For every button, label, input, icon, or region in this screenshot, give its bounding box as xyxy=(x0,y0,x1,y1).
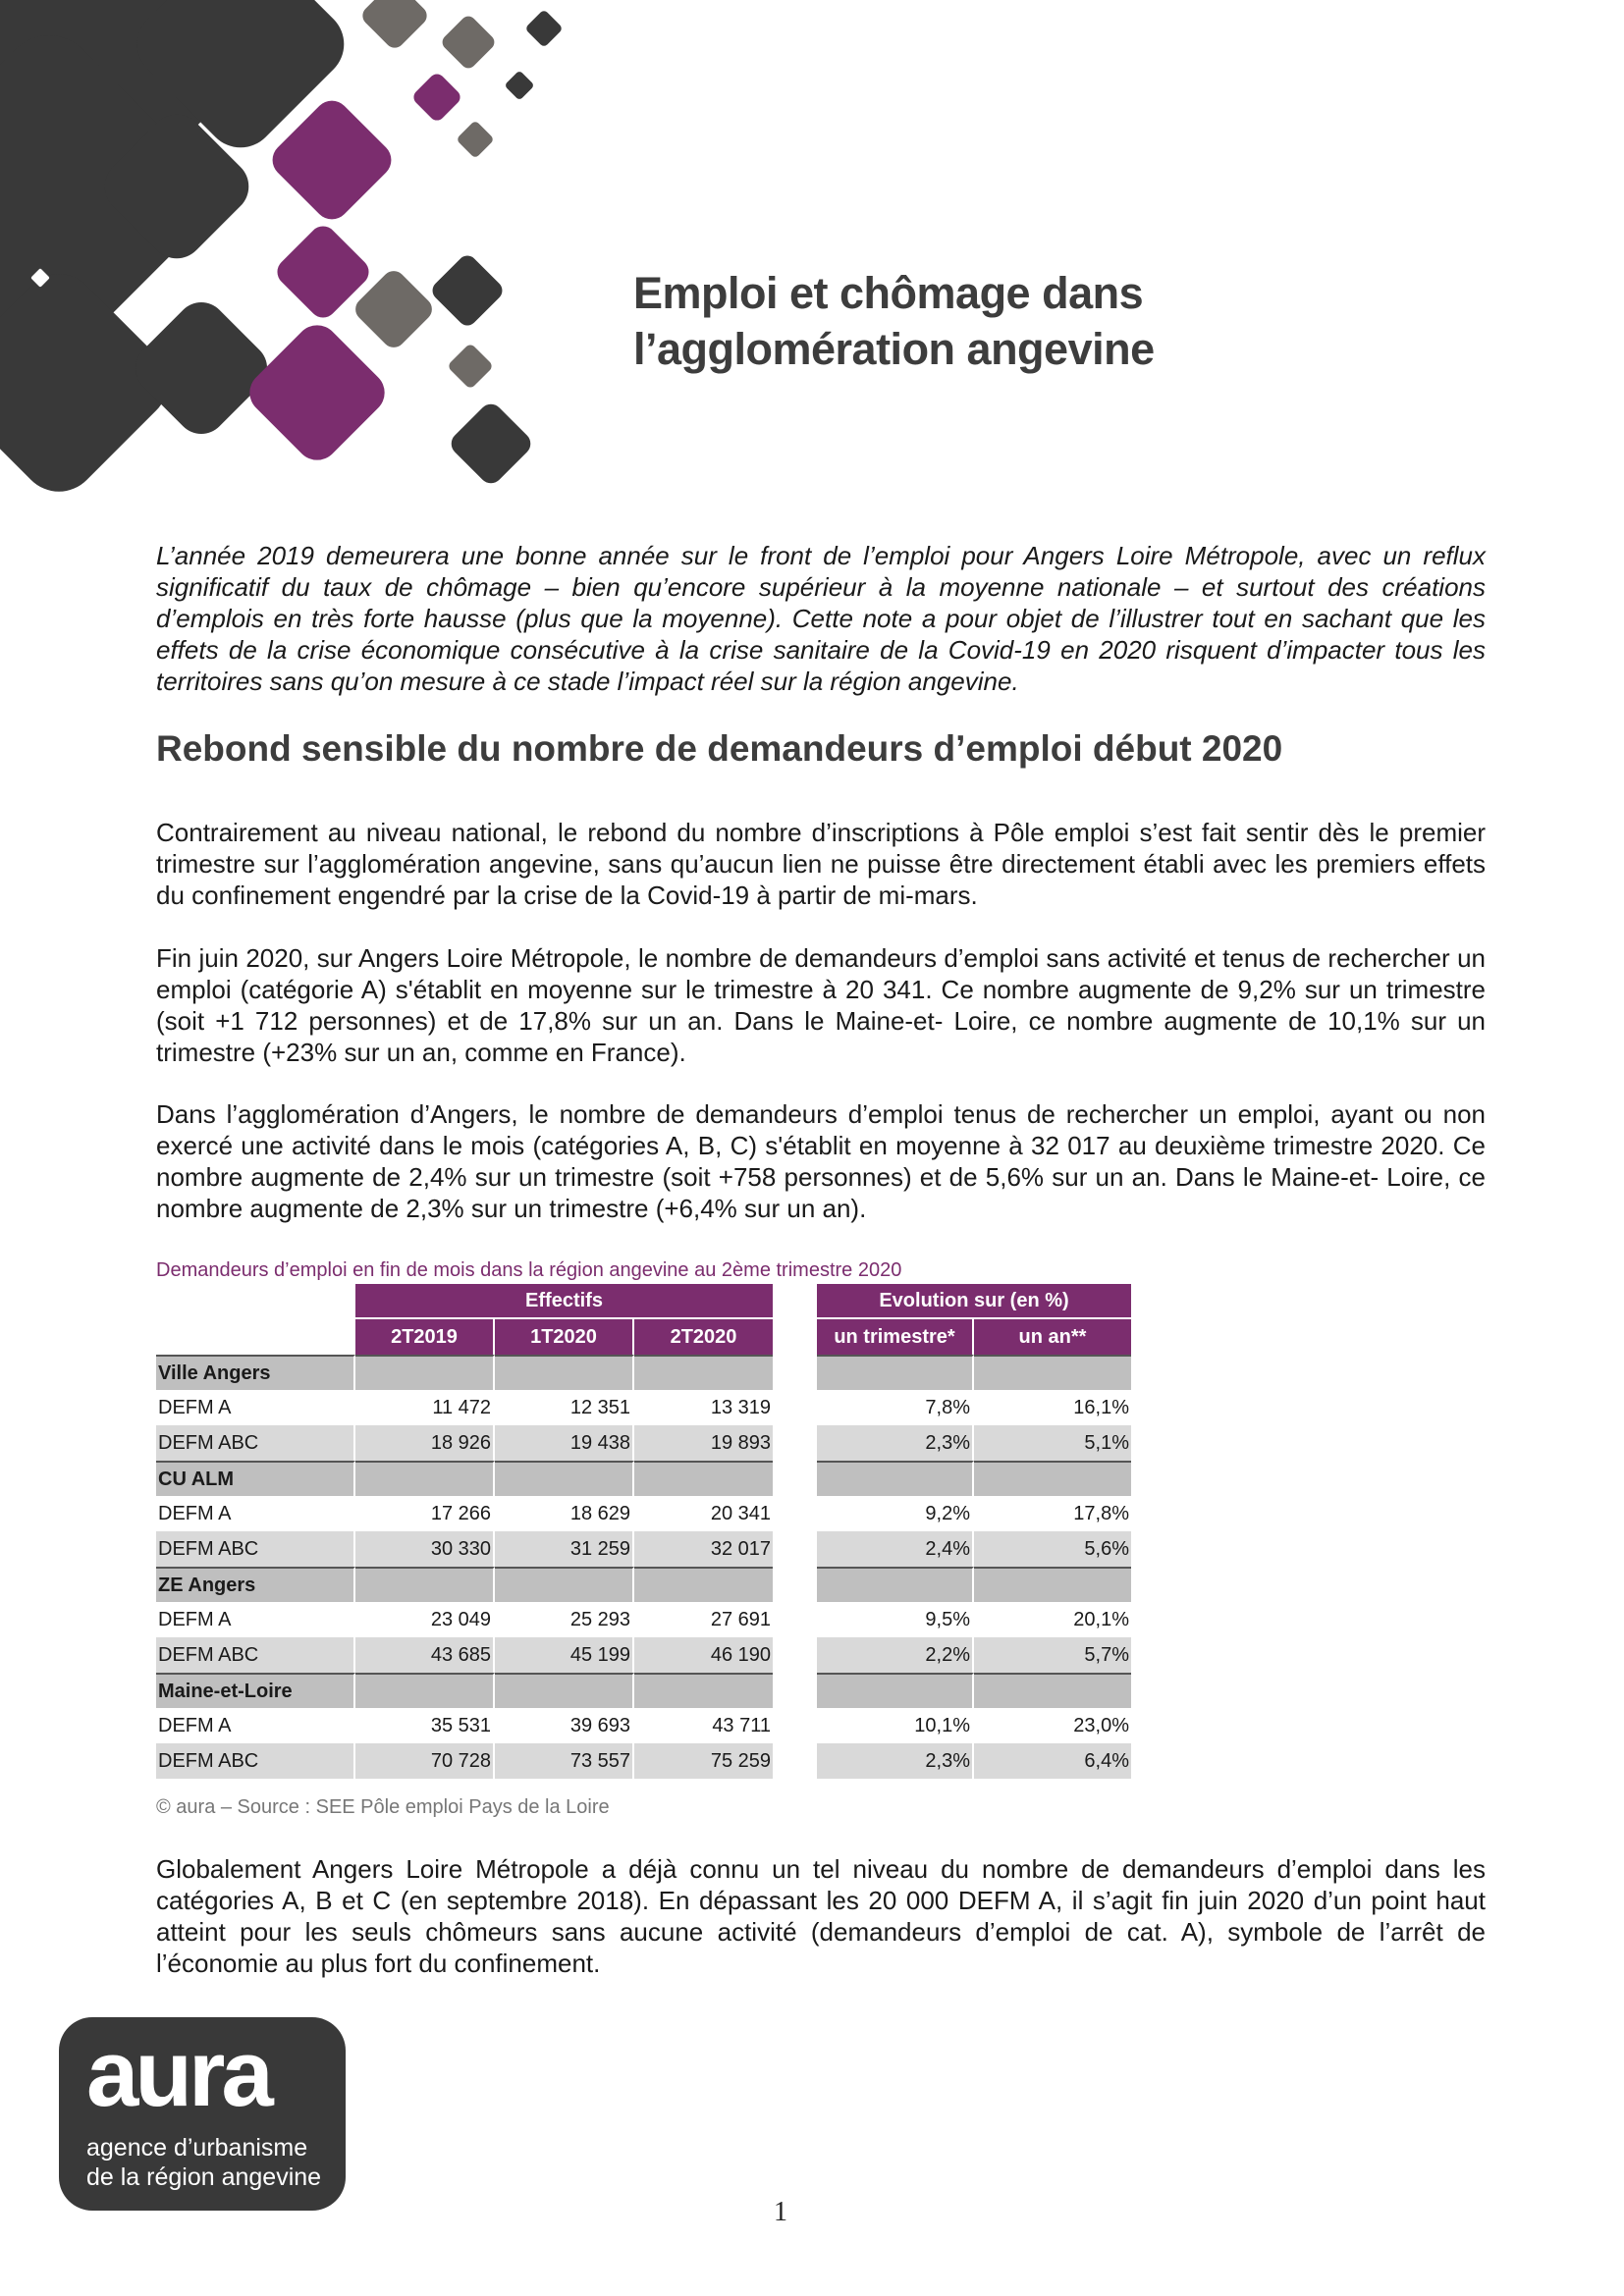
section-cell xyxy=(974,1673,1131,1708)
section-heading: Rebond sensible du nombre de demandeurs d’emploi début 2020 xyxy=(156,728,1283,769)
table-section-row xyxy=(156,1673,1131,1708)
table-row xyxy=(156,1531,1131,1567)
row-label: DEFM ABC xyxy=(156,1637,355,1673)
table-cell: 9,2% xyxy=(817,1496,974,1531)
table-cell: 35 531 xyxy=(355,1708,495,1743)
table-cell: 2,4% xyxy=(817,1531,974,1567)
table-section-row xyxy=(156,1355,1131,1390)
section-cell xyxy=(634,1567,773,1602)
logo-subtitle-line-1: agence d’urbanisme xyxy=(86,2134,308,2162)
table-section-row xyxy=(156,1461,1131,1496)
section-label: CU ALM xyxy=(156,1461,355,1496)
table-caption: Demandeurs d’emploi en fin de mois dans la région angevine au 2ème trimestre 2020 xyxy=(156,1259,902,1281)
section-cell xyxy=(495,1461,634,1496)
section-cell xyxy=(817,1673,974,1708)
table-cell: 18 629 xyxy=(495,1496,634,1531)
section-cell xyxy=(634,1673,773,1708)
paragraph-1: Contrairement au niveau national, le rebond du nombre d’inscriptions à Pôle emploi s’est fait sentir dès le premier trimestre sur l’agglomération angevine, sans qu’aucun lien ne puisse être directement établi avec les premiers effets du confinement engendré par la crise de la Covid-19 à partir de mi-mars. xyxy=(156,818,1486,910)
section-label: Ville Angers xyxy=(156,1355,355,1390)
section-cell xyxy=(355,1461,495,1496)
column-header: 1T2020 xyxy=(495,1319,634,1355)
table-cell: 2,3% xyxy=(817,1743,974,1779)
section-cell xyxy=(355,1355,495,1390)
table-row xyxy=(156,1496,1131,1531)
aura-logo xyxy=(59,2017,346,2211)
intro-paragraph: L’année 2019 demeurera une bonne année sur le front de l’emploi pour Angers Loire Métropole, avec un reflux significatif du taux de chômage – bien qu’encore supérieur à la moyenne nationale – et surtout des créations d’emplois en très forte hausse (plus que la moyenne). Cette note a pour objet de l’illustrer tout en sachant que les effets de la crise économique consécutive à la crise sanitaire de la Covid-19 en 2020 risquent d’impacter tous les territoires sans qu’on mesure à ce stade l’impact réel sur la région angevine. xyxy=(156,541,1486,696)
section-cell xyxy=(817,1461,974,1496)
table-cell: 6,4% xyxy=(974,1743,1131,1779)
paragraph-4: Globalement Angers Loire Métropole a déjà connu un tel niveau du nombre de demandeurs d’emploi dans les catégories A, B et C (en septembre 2018). En dépassant les 20 000 DEFM A, il s’agit fin juin 2020 d’un point haut atteint pour les seuls chômeurs sans aucune activité (demandeurs d’emploi de cat. A), symbole de l’arrêt de l’économie au plus fort du confinement. xyxy=(156,1854,1486,1978)
table-cell: 2,2% xyxy=(817,1637,974,1673)
table-cell: 20,1% xyxy=(974,1602,1131,1637)
column-header: un an** xyxy=(974,1319,1131,1355)
table-cell: 25 293 xyxy=(495,1602,634,1637)
row-label: DEFM A xyxy=(156,1390,355,1425)
table-cell: 43 711 xyxy=(634,1708,773,1743)
row-label: DEFM A xyxy=(156,1602,355,1637)
table-row xyxy=(156,1390,1131,1425)
section-cell xyxy=(495,1673,634,1708)
title-line-2: l’agglomération angevine xyxy=(633,324,1155,374)
section-cell xyxy=(974,1567,1131,1602)
table-cell: 16,1% xyxy=(974,1390,1131,1425)
table-cell: 73 557 xyxy=(495,1743,634,1779)
table-row xyxy=(156,1425,1131,1461)
table-cell: 17 266 xyxy=(355,1496,495,1531)
row-label: DEFM A xyxy=(156,1496,355,1531)
table-row xyxy=(156,1743,1131,1779)
paragraph-3: Dans l’agglomération d’Angers, le nombre de demandeurs d’emploi tenus de rechercher un emploi, ayant ou non exercé une activité dans le mois (catégories A, B, C) s'établit en moyenne à 32 017 au deuxième trimestre 2020. Ce nombre augmente de 2,4% sur un trimestre (soit +758 personnes) et de 5,6% sur un an. Dans le Maine-et- Loire, ce nombre augmente de 2,3% sur un trimestre (+6,4% sur un an). xyxy=(156,1099,1486,1223)
header-evolution: Evolution sur (en %) xyxy=(817,1284,1131,1319)
table-cell: 30 330 xyxy=(355,1531,495,1567)
table-cell: 75 259 xyxy=(634,1743,773,1779)
table-cell: 9,5% xyxy=(817,1602,974,1637)
section-label: Maine-et-Loire xyxy=(156,1673,355,1708)
section-cell xyxy=(817,1567,974,1602)
table-cell: 5,1% xyxy=(974,1425,1131,1461)
section-cell xyxy=(817,1355,974,1390)
row-label: DEFM A xyxy=(156,1708,355,1743)
section-cell xyxy=(974,1355,1131,1390)
title-line-1: Emploi et chômage dans xyxy=(633,268,1144,318)
table-cell: 18 926 xyxy=(355,1425,495,1461)
table-section-row xyxy=(156,1567,1131,1602)
section-cell xyxy=(355,1567,495,1602)
table-cell: 7,8% xyxy=(817,1390,974,1425)
table-cell: 19 438 xyxy=(495,1425,634,1461)
logo-subtitle-line-2: de la région angevine xyxy=(86,2163,322,2191)
table-cell: 5,6% xyxy=(974,1531,1131,1567)
table-row xyxy=(156,1637,1131,1673)
paragraph-2: Fin juin 2020, sur Angers Loire Métropole, le nombre de demandeurs d’emploi sans activité et tenus de rechercher un emploi (catégorie A) s'établit en moyenne sur le trimestre à 20 341. Ce nombre augmente de 9,2% sur un trimestre (soit +1 712 personnes) et de 17,8% sur un an. Dans le Maine-et- Loire, ce nombre augmente de 10,1% sur un trimestre (+23% sur un an, comme en France). xyxy=(156,943,1486,1067)
table-cell: 20 341 xyxy=(634,1496,773,1531)
page-number: 1 xyxy=(774,2197,787,2227)
table-cell: 23 049 xyxy=(355,1602,495,1637)
table-cell: 19 893 xyxy=(634,1425,773,1461)
table-cell: 2,3% xyxy=(817,1425,974,1461)
table-cell: 12 351 xyxy=(495,1390,634,1425)
table-cell: 13 319 xyxy=(634,1390,773,1425)
logo-subtitle xyxy=(86,2133,321,2192)
header-effectifs: Effectifs xyxy=(355,1284,773,1319)
row-label: DEFM ABC xyxy=(156,1531,355,1567)
column-header: 2T2020 xyxy=(634,1319,773,1355)
table-cell: 27 691 xyxy=(634,1602,773,1637)
column-header: un trimestre* xyxy=(817,1319,974,1355)
table-cell: 43 685 xyxy=(355,1637,495,1673)
section-cell xyxy=(355,1673,495,1708)
section-label: ZE Angers xyxy=(156,1567,355,1602)
table-cell: 10,1% xyxy=(817,1708,974,1743)
table-source: © aura – Source : SEE Pôle emploi Pays de la Loire xyxy=(156,1796,610,1818)
section-cell xyxy=(634,1355,773,1390)
section-cell xyxy=(634,1461,773,1496)
table-cell: 32 017 xyxy=(634,1531,773,1567)
decorative-header-pattern xyxy=(0,0,569,510)
column-header: 2T2019 xyxy=(355,1319,495,1355)
table-cell: 46 190 xyxy=(634,1637,773,1673)
table-cell: 11 472 xyxy=(355,1390,495,1425)
table-cell: 31 259 xyxy=(495,1531,634,1567)
table-cell: 23,0% xyxy=(974,1708,1131,1743)
row-label: DEFM ABC xyxy=(156,1425,355,1461)
section-cell xyxy=(495,1355,634,1390)
logo-wordmark: aura xyxy=(86,2021,270,2126)
table-cell: 45 199 xyxy=(495,1637,634,1673)
table-cell: 17,8% xyxy=(974,1496,1131,1531)
table-cell: 5,7% xyxy=(974,1637,1131,1673)
section-cell xyxy=(974,1461,1131,1496)
table-row xyxy=(156,1602,1131,1637)
jobseekers-table xyxy=(156,1284,1131,1779)
page-title xyxy=(633,265,1517,377)
section-cell xyxy=(495,1567,634,1602)
table-cell: 70 728 xyxy=(355,1743,495,1779)
table-cell: 39 693 xyxy=(495,1708,634,1743)
row-label: DEFM ABC xyxy=(156,1743,355,1779)
table-row xyxy=(156,1708,1131,1743)
